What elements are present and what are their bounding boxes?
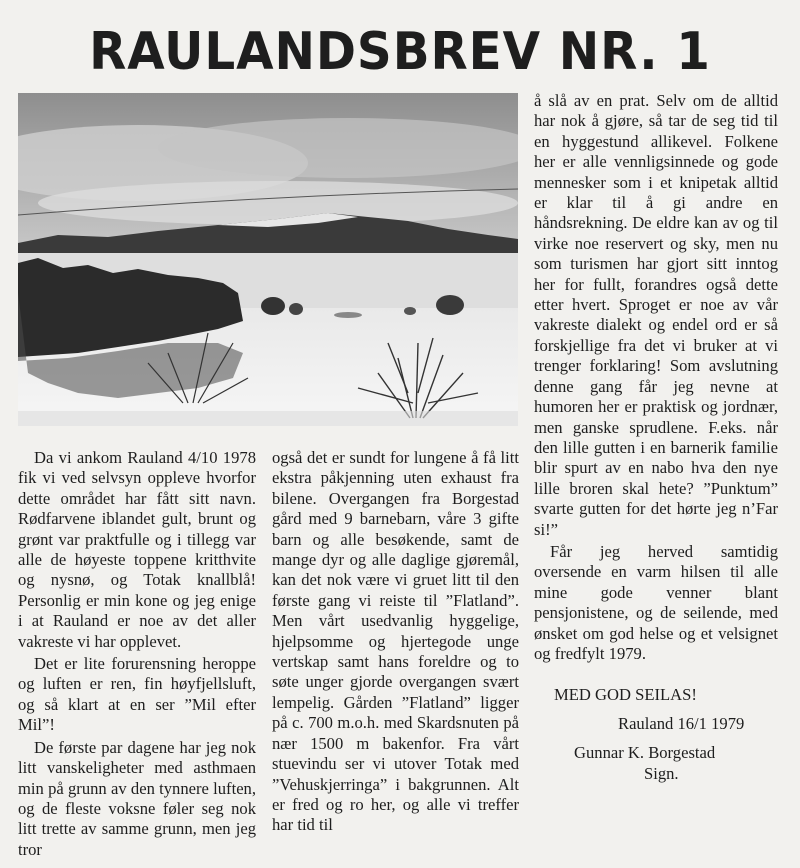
- signoff-name: Gunnar K. Borgestad: [574, 743, 716, 763]
- paragraph: å slå av en prat. Selv om de alltid har nok å gjøre, så tar de seg tid til en hyggestund allikevel. Folkene her er alle vennligsinnede og gode mennesker som i et knipetak alltid er klar til å gi andre en håndsrekning. De eldre kan av og til virke noe reservert og sky, men nu som turismen har gjort sitt inntog her for fullt, forandres også dette etter hvert. Sproget er noe av vår vakreste dialekt og endel ord er så forskjellige fra det vi bruker at vi trenger forklaring! Som avslutning denne gang får jeg nevne at humoren her er praktisk og jordnær, men ganske sprudlene. F.eks. når den lille gutten i en barnerik familie blir spurt av en nabo hva den nye lille broren skal hete? ”Punktum” svarte gutten for det hørte jeg n’Far si!”: [534, 91, 778, 539]
- text-column-3: [534, 91, 778, 784]
- signoff-place-date: Rauland 16/1 1979: [618, 714, 745, 734]
- paragraph: De første par dagene har jeg nok litt vanskeligheter med asthmaen min på grunn av den tynnere luften, og de fleste voksne føler seg nok litt trette av samme grunn, men jeg tror: [18, 737, 256, 859]
- winter-landscape-photo: [18, 93, 518, 426]
- signoff-block: [534, 684, 778, 784]
- signoff-sign: Sign.: [644, 764, 679, 784]
- paragraph: Da vi ankom Rauland 4/10 1978 fik vi ved selvsyn oppleve hvorfor dette området har fått sitt navn. Rødfarvene iblandet gult, brunt og grønt var praktfulle og i tillegg var alle de høyeste toppene kritthvite og nysnø, og Totak knallblå! Personlig er min kone og jeg enige i at Rauland er noe av det aller vakreste vi har opplevet.: [18, 448, 256, 651]
- paragraph: Det er lite forurensning heroppe og luften er ren, fin høyfjellsluft, og så klart at en ser ”Mil efter Mil”!: [18, 654, 256, 735]
- paragraph: Får jeg herved samtidig oversende en varm hilsen til alle mine gode venner blant pensjonistene, og de seilende, med ønsket om god helse og et velsignet og fredfylt 1979.: [534, 541, 778, 663]
- text-column-2: [272, 448, 519, 836]
- landscape-image: [18, 93, 518, 426]
- article-title: RAULANDSBREV NR. 1: [89, 22, 711, 82]
- paragraph: også det er sundt for lungene å få litt ekstra påkjenning uten exhaust fra bilene. Overgangen fra Borgestad gård med 9 barnebarn, våre 3 gifte barn og alle besøkende, samt de mange dyr og alle daglige gjøremål, kan det nok være vi gruet litt til den første gang vi reiste til ”Flatland”. Men vårt usedvanlig hyggelige, hjelpsomme og hjertegode unge vertskap samt hans foreldre og to søte unger gjorde overgangen svært lempelig. Gården ”Flatland” ligger på c. 700 m.o.h. med Skardsnuten på nær 1500 m bakenfor. Fra vårt stuevindu ser vi utover Totak med ”Vehuskjerringa” i bakgrunnen. Alt er fred og ro her, og alle vi treffer har tid til: [272, 448, 519, 835]
- signoff-greeting: MED GOD SEILAS!: [554, 685, 697, 705]
- text-column-1: [18, 448, 256, 860]
